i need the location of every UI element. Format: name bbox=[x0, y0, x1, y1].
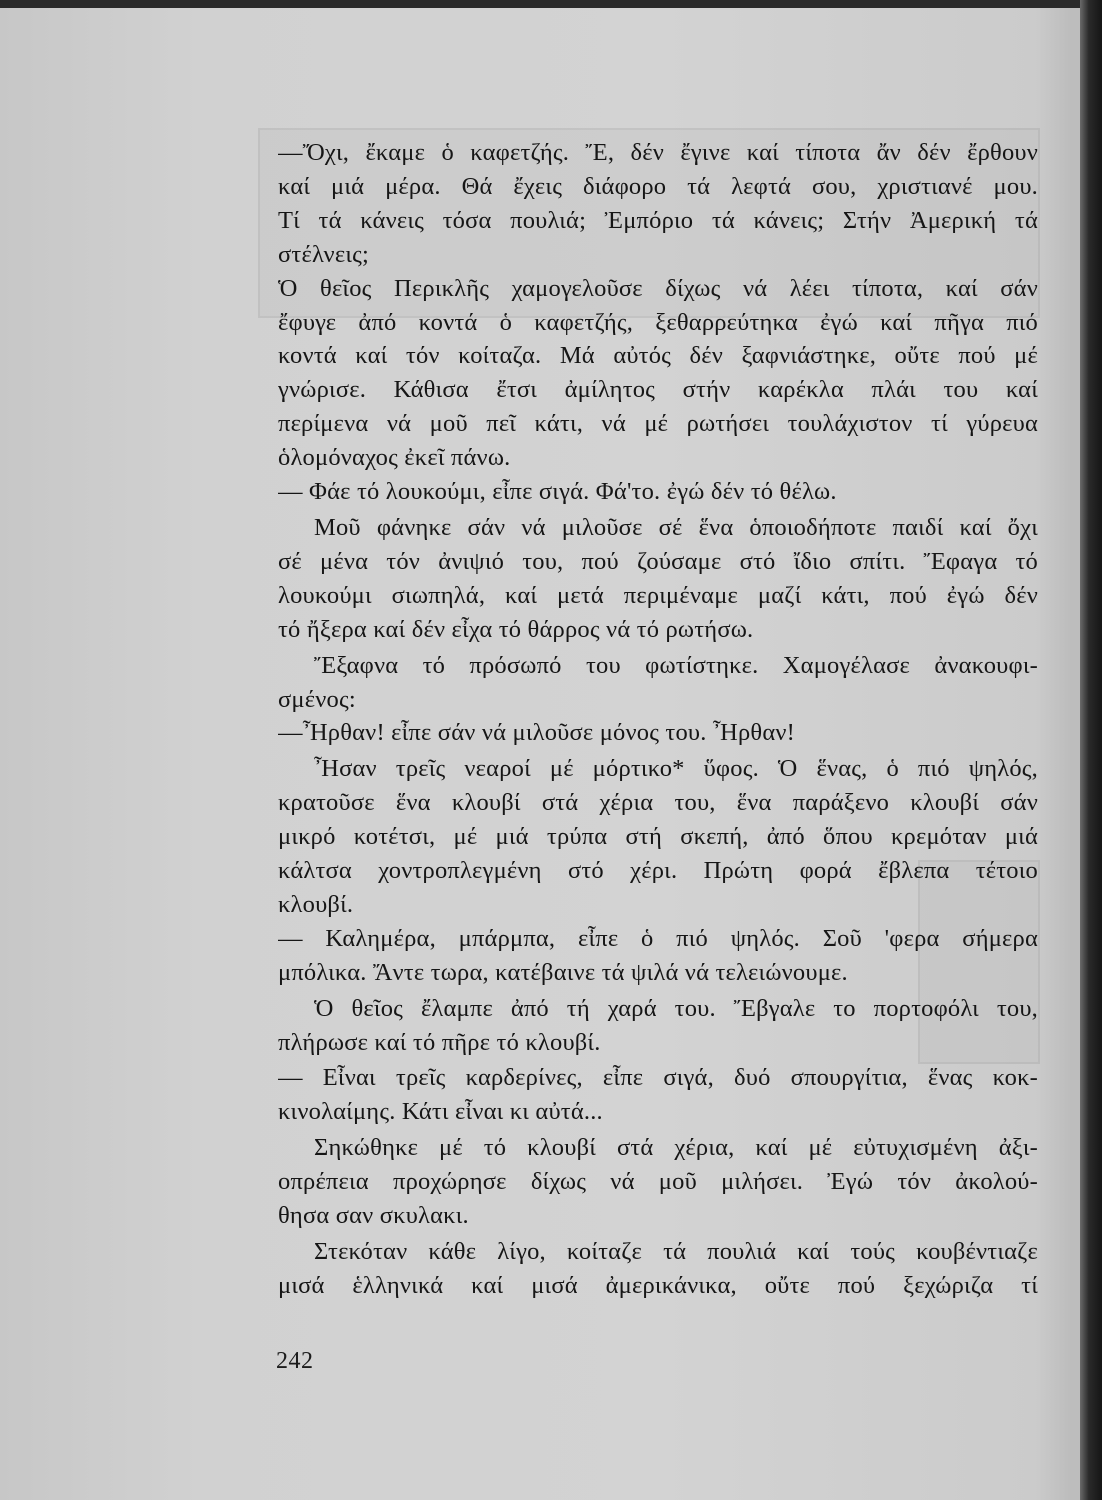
text-line: ἔφυγε ἀπό κοντά ὁ καφετζής, ξεθαρρεύτηκα ἐγώ καί πῆγα πιό bbox=[278, 308, 1038, 336]
text-line: σέ μένα τόν ἀνιψιό του, πού ζούσαμε στό ἴδιο σπίτι. Ἔφαγα τό bbox=[278, 547, 1038, 575]
text-line: πλήρωσε καί τό πῆρε τό κλουβί. bbox=[278, 1028, 601, 1056]
text-line: ὁλομόναχος ἐκεῖ πάνω. bbox=[278, 444, 511, 472]
text-line: μικρό κοτέτσι, μέ μιά τρύπα στή σκεπή, ἀπό ὅπου κρεμόταν μιά bbox=[278, 823, 1038, 851]
text-line: Ἔξαφνα τό πρόσωπό του φωτίστηκε. Χαμογέλασε ἀνακουφι- bbox=[314, 651, 1038, 679]
text-line: — Φάε τό λουκούμι, εἶπε σιγά. Φά'το. ἐγώ δέν τό θέλω. bbox=[278, 478, 837, 506]
text-line: Τί τά κάνεις τόσα πουλιά; Ἐμπόριο τά κάνεις; Στήν Ἀμερική τά bbox=[278, 206, 1038, 234]
text-line: Ὁ θεῖος Περικλῆς χαμογελοῦσε δίχως νά λέει τίποτα, καί σάν bbox=[278, 274, 1038, 302]
text-line: σμένος: bbox=[278, 685, 356, 713]
text-line: —Ἦρθαν! εἶπε σάν νά μιλοῦσε μόνος του. Ἦρθαν! bbox=[278, 719, 796, 747]
text-line: οπρέπεια προχώρησε δίχως νά μοῦ μιλήσει. Ἐγώ τόν ἀκολού- bbox=[278, 1168, 1038, 1196]
scan-top-edge bbox=[0, 0, 1102, 8]
text-line: καί μιά μέρα. Θά ἔχεις διάφορο τά λεφτά σου, χριστιανέ μου. bbox=[278, 172, 1038, 200]
body-text bbox=[278, 136, 1038, 1303]
text-line: — Καλημέρα, μπάρμπα, εἶπε ὁ πιό ψηλός. Σοῦ 'φερα σήμερα bbox=[278, 924, 1038, 952]
text-line: στέλνεις; bbox=[278, 240, 370, 268]
text-line: κινολαίμης. Κάτι εἶναι κι αὐτά... bbox=[278, 1098, 603, 1126]
text-line: θησα σαν σκυλακι. bbox=[278, 1202, 469, 1230]
text-line: λουκούμι σιωπηλά, καί μετά περιμέναμε μαζί κάτι, πού ἐγώ δέν bbox=[278, 581, 1038, 609]
text-line: —Ὄχι, ἔκαμε ὁ καφετζής. Ἔ, δέν ἔγινε καί τίποτα ἄν δέν ἔρθουν bbox=[278, 139, 1038, 166]
text-line: — Εἶναι τρεῖς καρδερίνες, εἶπε σιγά, δυό σπουργίτια, ἕνας κοκ- bbox=[278, 1064, 1038, 1092]
text-line: Ὁ θεῖος ἔλαμπε ἀπό τή χαρά του. Ἔβγαλε το πορτοφόλι του, bbox=[314, 994, 1038, 1022]
text-line: περίμενα νά μοῦ πεῖ κάτι, νά μέ ρωτήσει τουλάχιστον τί γύρευα bbox=[278, 410, 1038, 438]
text-line: Σηκώθηκε μέ τό κλουβί στά χέρια, καί μέ εὐτυχισμένη ἀξι- bbox=[314, 1134, 1038, 1162]
text-line: τό ἤξερα καί δέν εἶχα τό θάρρος νά τό ρωτήσω. bbox=[278, 615, 754, 643]
text-line: Μοῦ φάνηκε σάν νά μιλοῦσε σέ ἕνα ὁποιοδήποτε παιδί καί ὄχι bbox=[314, 513, 1038, 541]
page-number: 242 bbox=[276, 1348, 314, 1374]
scan-right-edge bbox=[1080, 0, 1102, 1500]
text-line: κρατοῦσε ἕνα κλουβί στά χέρια του, ἕνα παράξενο κλουβί σάν bbox=[278, 789, 1038, 817]
text-line: κάλτσα χοντροπλεγμένη στό χέρι. Πρώτη φορά ἔβλεπα τέτοιο bbox=[278, 857, 1038, 885]
text-line: Ἦσαν τρεῖς νεαροί μέ μόρτικο* ὕφος. Ὁ ἕνας, ὁ πιό ψηλός, bbox=[314, 755, 1038, 783]
text-line: μπόλικα. Ἄντε τωρα, κατέβαινε τά ψιλά νά τελειώνουμε. bbox=[278, 958, 848, 986]
text-line: Στεκόταν κάθε λίγο, κοίταζε τά πουλιά καί τούς κουβέντιαζε bbox=[314, 1238, 1038, 1265]
text-line: γνώρισε. Κάθισα ἔτσι ἀμίλητος στήν καρέκλα πλάι του καί bbox=[278, 376, 1038, 404]
text-line: κλουβί. bbox=[278, 890, 354, 918]
text-line: μισά ἑλληνικά καί μισά ἀμερικάνικα, οὔτε πού ξεχώριζα τί bbox=[278, 1271, 1038, 1299]
text-line: κοντά καί τόν κοίταζα. Μά αὐτός δέν ξαφνιάστηκε, οὔτε πού μέ bbox=[278, 342, 1038, 370]
